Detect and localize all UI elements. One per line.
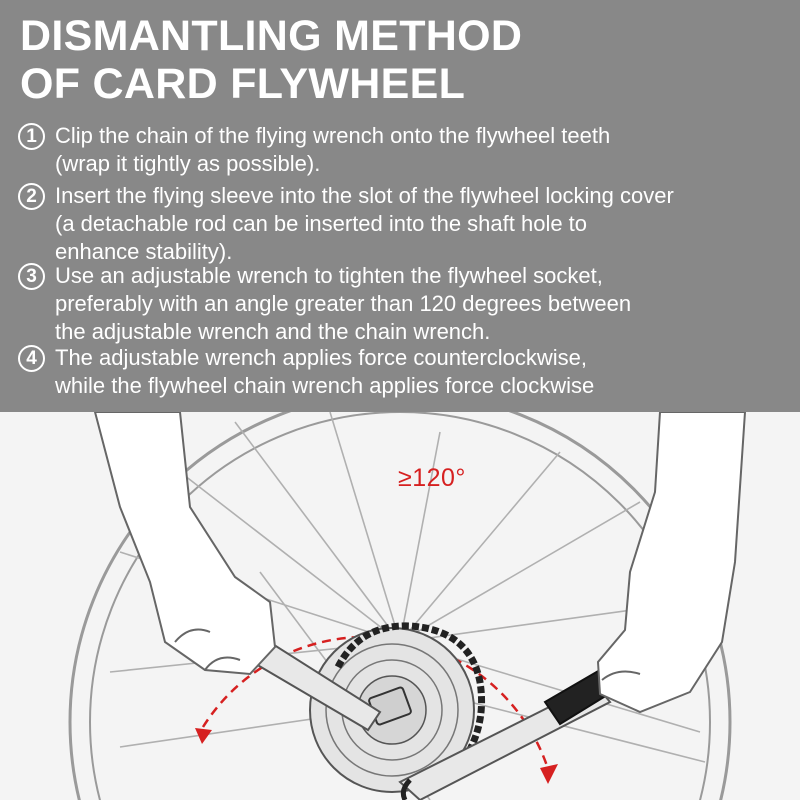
angle-label: ≥120° (398, 464, 466, 492)
step-text-line: Use an adjustable wrench to tighten the flywheel socket, (55, 263, 603, 288)
flywheel-removal-illustration (0, 412, 800, 800)
step-text-line: the adjustable wrench and the chain wrench. (55, 319, 491, 344)
step-1 (18, 122, 788, 178)
step-text-line: (a detachable rod can be inserted into the shaft hole to (55, 211, 588, 236)
step-4 (18, 344, 788, 400)
step-text-line: The adjustable wrench applies force counterclockwise, (55, 345, 587, 370)
step-text-line: Clip the chain of the flying wrench onto the flywheel teeth (55, 123, 611, 148)
step-text-line: preferably with an angle greater than 120 degrees between (55, 291, 632, 316)
page-title (20, 12, 780, 108)
step-3 (18, 262, 788, 346)
step-text-line: (wrap it tightly as possible). (55, 151, 321, 176)
step-2 (18, 182, 788, 266)
step-number-badge: 4 (18, 345, 45, 372)
step-text-line: Insert the flying sleeve into the slot of the flywheel locking cover (55, 183, 674, 208)
title-line-1: DISMANTLING METHOD (20, 12, 523, 60)
step-text-line: while the flywheel chain wrench applies force clockwise (55, 373, 595, 398)
title-line-2: OF CARD FLYWHEEL (20, 60, 466, 108)
step-text-line: enhance stability). (55, 239, 233, 264)
step-number-badge: 2 (18, 183, 45, 210)
step-number-badge: 1 (18, 123, 45, 150)
step-number-badge: 3 (18, 263, 45, 290)
